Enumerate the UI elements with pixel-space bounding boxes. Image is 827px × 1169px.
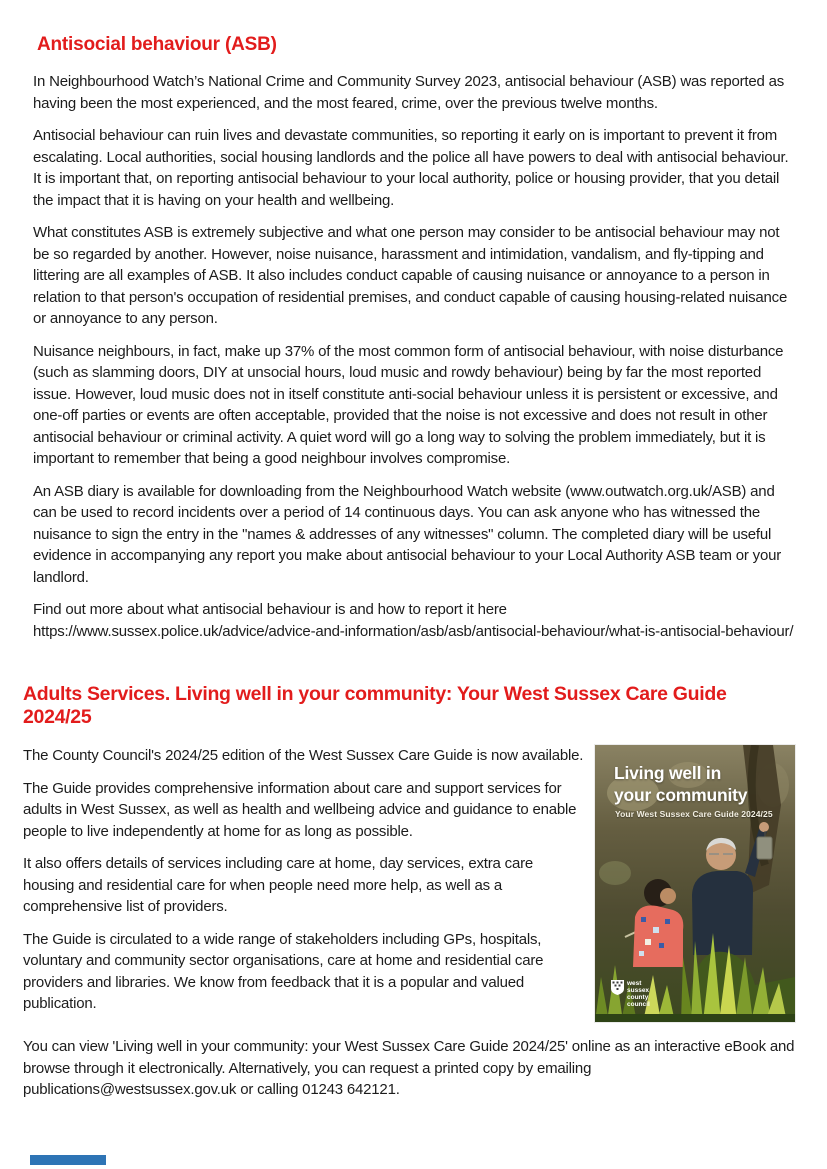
- asb-section-heading: Antisocial behaviour (ASB): [37, 34, 277, 55]
- care-paragraph-stakeholders: The Guide is circulated to a wide range of stakeholders including GPs, hospitals, voluntary and community sector organisations, care at home and residential care providers and libraries. We know from feedback that it is a popular and valued publication.: [23, 930, 544, 1012]
- asb-paragraph-definition: What constitutes ASB is extremely subjective and what one person may consider to be antisocial behaviour may not be so regarded by another. However, noise nuisance, harassment and intimidation, vandalism, and fly-tipping and littering are all examples of ASB. It also includes conduct capable of causing nuisance or annoyance to a person in relation to that person's occupation of residential premises, and conduct capable of causing housing-related nuisance or annoyance to any person.: [33, 224, 788, 327]
- care-guide-section-heading: Adults Services. Living well in your community: Your West Sussex Care Guide 2024/25: [23, 683, 727, 728]
- logo-line: county: [627, 994, 649, 1001]
- council-shield-icon: [611, 980, 624, 995]
- cover-title-line2: your community: [614, 784, 748, 805]
- care-paragraph-available: The County Council's 2024/25 edition of the West Sussex Care Guide is now available.: [23, 747, 584, 764]
- care-guide-text-column: [23, 745, 588, 1015]
- care-paragraph-closing: You can view 'Living well in your community: your West Sussex Care Guide 2024/25' online as an interactive eBook and browse through it electronically. Alternatively, you can request a printed copy by emailing publications@westsussex.gov.uk or calling 01243 642121.: [23, 1038, 795, 1098]
- council-logo-text: [627, 980, 650, 1008]
- care-guide-content-row: [23, 745, 795, 1022]
- footer-blue-bar: [30, 1155, 106, 1165]
- care-guide-section: [0, 683, 827, 1101]
- asb-find-out-more: [33, 599, 795, 642]
- logo-line: council: [627, 1001, 650, 1008]
- logo-line: west: [627, 980, 642, 987]
- care-paragraph-services: It also offers details of services including care at home, day services, extra care housing and residential care for when people need more help, as well as a comprehensive list of providers.: [23, 855, 534, 915]
- sussex-police-url-link[interactable]: https://www.sussex.police.uk/advice/advice-and-information/asb/asb/antisocial-behaviour/what-is-antisocial-behaviour/: [33, 622, 794, 640]
- logo-line: sussex: [627, 987, 650, 994]
- cover-subtitle: Your West Sussex Care Guide 2024/25: [615, 809, 773, 819]
- asb-paragraph-survey: In Neighbourhood Watch’s National Crime and Community Survey 2023, antisocial behaviour (ASB) was reported as having been the most experienced, and the most feared, crime, over the previous twelve months.: [33, 73, 785, 112]
- care-paragraph-guide-info: The Guide provides comprehensive information about care and support services for adults in West Sussex, as well as health and wellbeing advice and guidance to enable people to live independently at home for as long as possible.: [23, 779, 577, 840]
- asb-paragraph-nuisance-neighbours: Nuisance neighbours, in fact, make up 37% of the most common form of antisocial behaviour, with noise disturbance (such as slamming doors, DIY at unsocial hours, loud music and rowdy behaviour) being by far the most reported issue. However, loud music does not in itself constitute anti-social behaviour unless it is persistent or excessive, and one-off parties or events are often acceptable, provided that the noise is not excessive and does not result in other antisocial behaviour or criminal activity. A quiet word will go a long way to solving the problem immediately, but it is important to remember that being a good neighbour involves compromise.: [33, 342, 784, 467]
- asb-paragraph-diary: An ASB diary is available for downloading from the Neighbourhood Watch website (www.outwatch.org.uk/ASB) and can be used to record incidents over a period of 14 continuous days. You can ask anyone who has witnessed the nuisance to sign the entry in the "names & addresses of any witnesses" column. The completed diary will be useful evidence in accompanying any report you make about antisocial behaviour to your Local Authority ASB team or your landlord.: [33, 482, 782, 586]
- asb-section: [0, 34, 827, 642]
- find-out-more-text: Find out more about what antisocial behaviour is and how to report it here: [33, 601, 507, 618]
- west-sussex-council-logo: [611, 980, 650, 1008]
- cover-title: [614, 763, 747, 806]
- asb-paragraph-reporting: Antisocial behaviour can ruin lives and devastate communities, so reporting it early on is important to prevent it from escalating. Local authorities, social housing landlords and the police all have powers to deal with antisocial behaviour. It is important that, on reporting antisocial behaviour to your local authority, police or housing provider, that you detail the impact that it is having on your health and wellbeing.: [33, 127, 789, 209]
- cover-title-line1: Living well in: [614, 763, 722, 783]
- care-guide-cover-image: [595, 745, 795, 1022]
